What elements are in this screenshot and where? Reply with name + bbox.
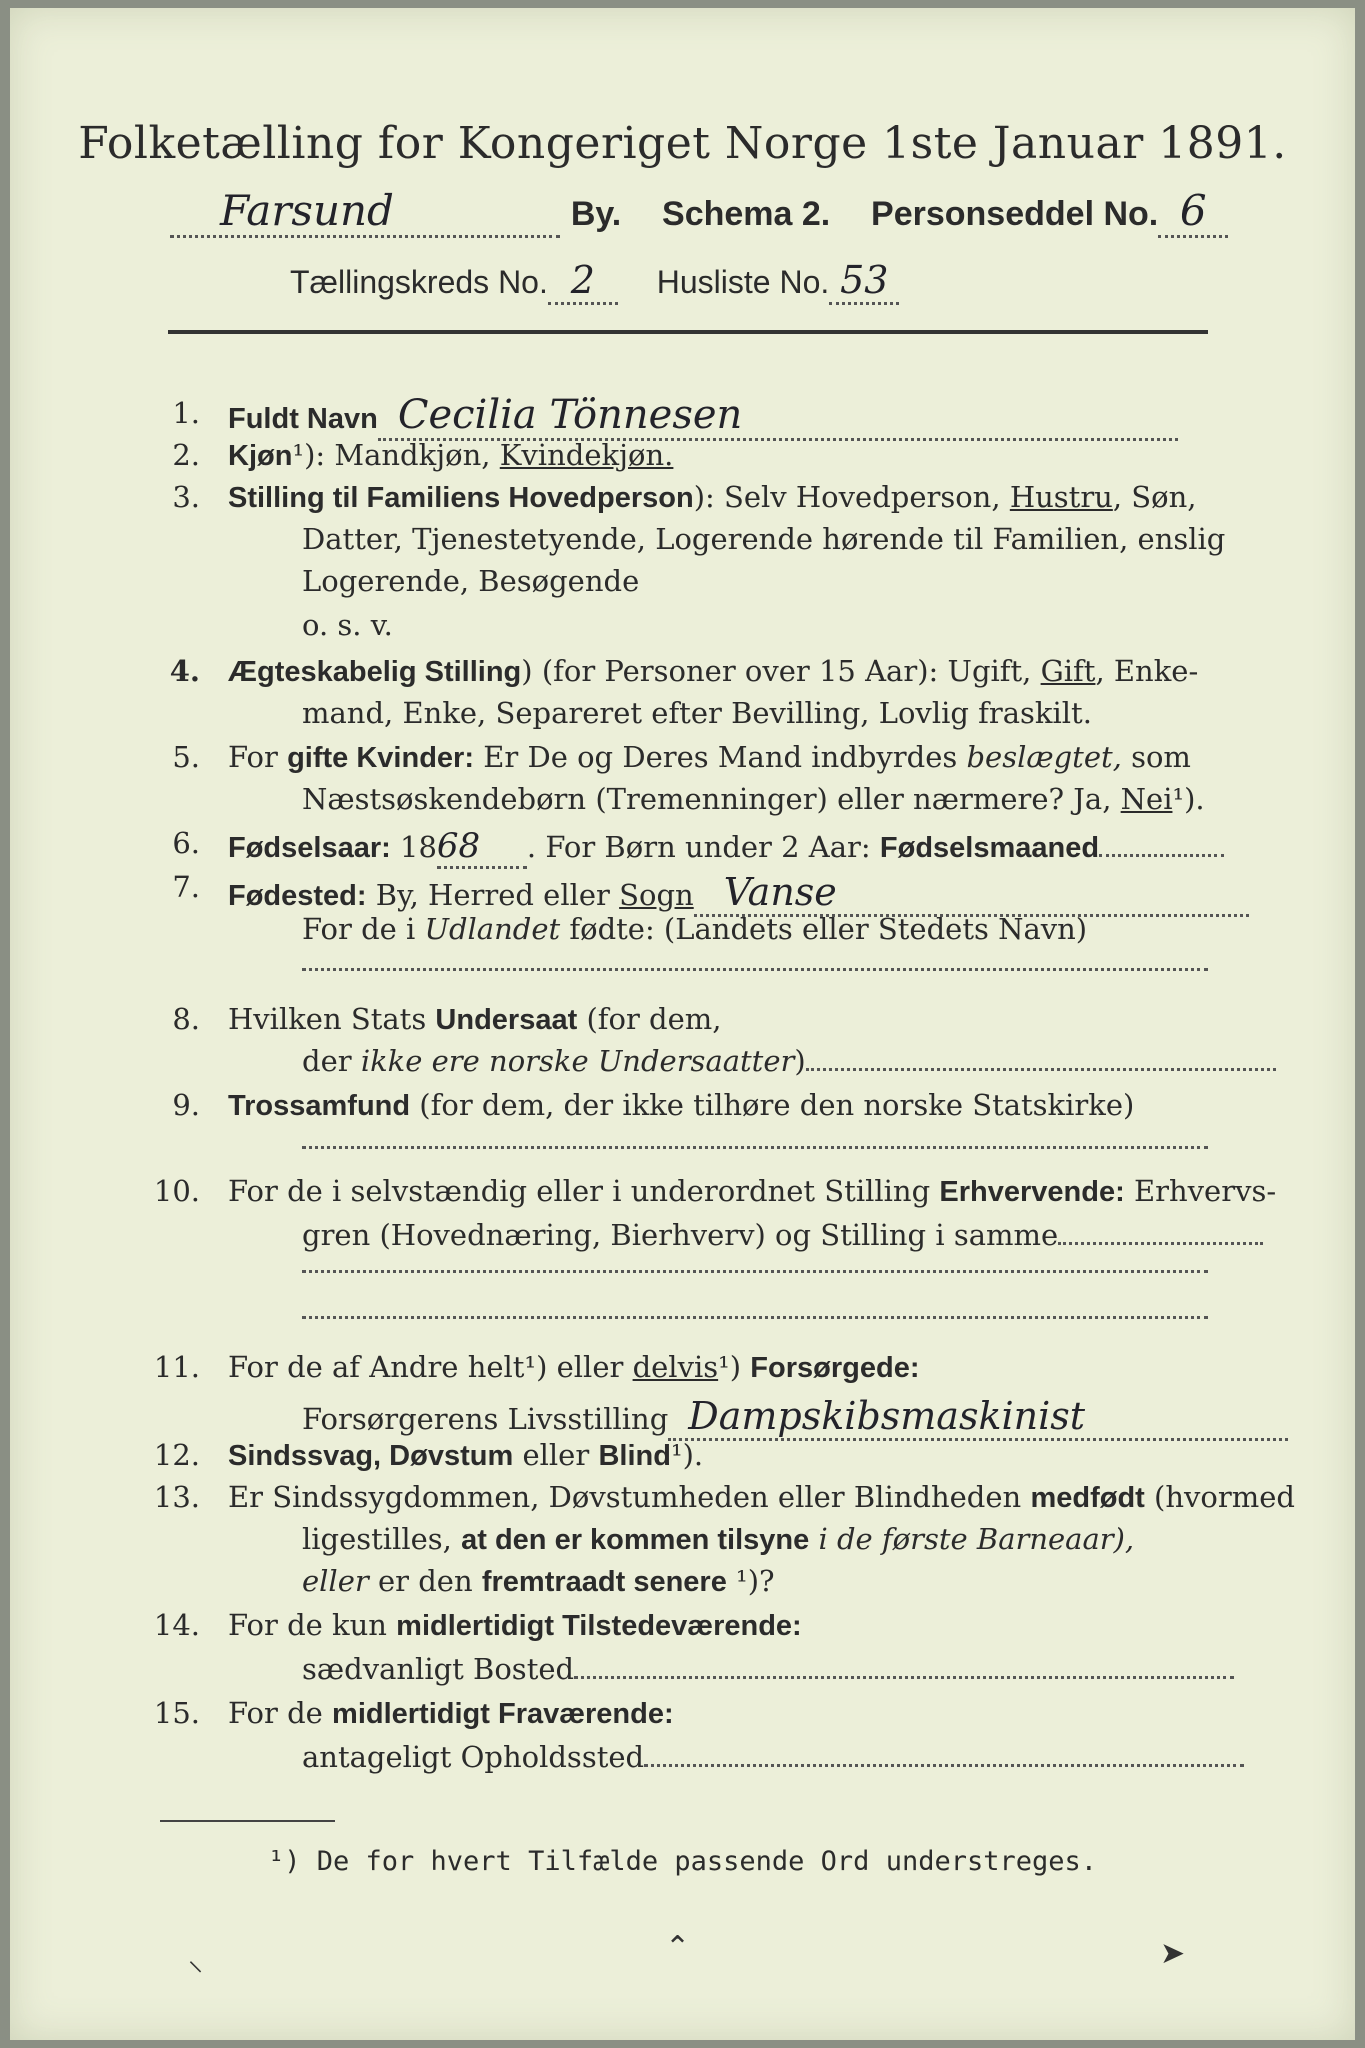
item-number: 4. <box>169 654 200 688</box>
temporary-present-label: midlertidigt Tilstedeværende: <box>396 1610 802 1642</box>
marital-status-selected: Gift <box>1040 654 1096 688</box>
supported-text: For de af Andre helt¹) eller <box>228 1350 633 1384</box>
item-number: 6. <box>172 826 200 860</box>
item-number: 10. <box>153 1174 200 1208</box>
usual-residence-blank <box>574 1676 1234 1679</box>
item-number: 9. <box>172 1088 200 1122</box>
item-number: 12. <box>153 1438 200 1472</box>
congenital-ital: i de første Barneaar), <box>809 1522 1135 1556</box>
footnote-rule <box>160 1820 335 1822</box>
item-6 <box>228 826 1224 869</box>
sex-label: Kjøn <box>228 440 293 472</box>
scan-mark: ⸜ <box>188 1943 203 1978</box>
item-3-line-2: Datter, Tjenestetyende, Logerende hørende til Familien, enslig <box>302 522 1226 556</box>
footnote-ref: ¹). <box>670 1438 704 1472</box>
religion-label: Trossamfund <box>228 1090 411 1122</box>
item-number: 1. <box>172 396 200 430</box>
birthplace-label: Fødested: <box>228 880 367 912</box>
married-women-related: beslægtet, <box>966 740 1122 774</box>
abroad-text: fødte: (Landets eller Stedets Navn) <box>560 912 1088 946</box>
item-13-line-2 <box>302 1522 1134 1557</box>
temporary-present-text: For de kun <box>228 1608 397 1642</box>
supporter-occupation-value: Dampskibsmaskinist <box>668 1394 1288 1441</box>
item-number: 15. <box>153 1696 200 1730</box>
citizenship-text: (for dem, <box>577 1002 722 1036</box>
congenital-text: (hvormed <box>1144 1480 1295 1514</box>
married-women-text: som <box>1121 740 1191 774</box>
marital-status-text: , Enke- <box>1095 654 1199 688</box>
item-15-line-2 <box>302 1740 1244 1774</box>
item-8 <box>228 1002 722 1037</box>
form-title: Folketælling for Kongeriget Norge 1ste Januar 1891. <box>78 118 1287 169</box>
supported-label: Forsørgede: <box>750 1352 920 1384</box>
item-3-line-4: o. s. v. <box>302 608 393 642</box>
family-position-label: Stilling til Familiens Hovedperson <box>228 482 694 514</box>
citizenship-text: ) <box>794 1044 806 1078</box>
item-11-line-2 <box>302 1394 1288 1441</box>
citizenship-blank <box>806 1068 1276 1071</box>
header-line-by <box>170 186 1228 238</box>
marital-status-label: Ægteskabelig Stilling <box>228 656 522 688</box>
citizenship-text: Hvilken Stats <box>228 1002 436 1036</box>
religion-text: (for dem, der ikke tilhøre den norske Statskirke) <box>410 1088 1135 1122</box>
item-4 <box>228 654 1198 689</box>
scan-mark: ⌃ <box>665 1930 691 1965</box>
usual-residence-label: sædvanligt Bosted <box>302 1652 575 1686</box>
abroad-text: For de i <box>302 912 425 946</box>
personseddel-label: Personseddel No. <box>871 195 1159 233</box>
congenital-text: ¹)? <box>726 1564 775 1598</box>
city-handwritten: Farsund <box>170 186 560 238</box>
citizenship-label: Undersaat <box>435 1004 578 1036</box>
husliste-no: 53 <box>829 258 899 305</box>
birthplace-value: Vanse <box>694 870 1249 917</box>
item-3-line-3: Logerende, Besøgende <box>302 564 640 598</box>
birth-year-value: 68 <box>437 826 527 869</box>
item-9 <box>228 1088 1134 1123</box>
item-3 <box>228 480 1197 515</box>
header-line-kreds <box>290 258 899 305</box>
item-number: 8. <box>172 1002 200 1036</box>
item-number: 3. <box>172 480 200 514</box>
item-number: 7. <box>172 870 200 904</box>
item-14-line-2 <box>302 1652 1234 1686</box>
item-5-line-2 <box>302 782 1205 816</box>
birth-month-text: . For Børn under 2 Aar: <box>526 830 880 864</box>
occupation-label: Erhvervende: <box>939 1176 1125 1208</box>
item-number: 5. <box>172 740 200 774</box>
supporter-occupation-label: Forsørgerens Livsstilling <box>302 1402 669 1436</box>
occupation-blank <box>1058 1242 1263 1245</box>
item-12 <box>228 1438 703 1473</box>
blind-label: Blind <box>598 1440 671 1472</box>
disability-text: eller <box>513 1438 599 1472</box>
abroad-ital: Udlandet <box>424 912 561 946</box>
by-label: By. <box>570 195 622 233</box>
birth-year-label: Fødselsaar: <box>228 832 391 864</box>
cousin-question: Næstsøskendebørn (Tremenninger) eller nærmere? Ja, <box>302 782 1121 816</box>
disability-label: Sindssvag, Døvstum <box>228 1440 514 1472</box>
congenital-text: ligestilles, <box>302 1522 462 1556</box>
congenital-text: Er Sindssygdommen, Døvstumheden eller Blindheden <box>228 1480 1031 1514</box>
item-1 <box>228 392 1178 441</box>
temporary-absent-text: For de <box>228 1696 333 1730</box>
occupation-text: Erhvervs- <box>1124 1174 1277 1208</box>
birthplace-text: By, Herred eller <box>366 878 620 912</box>
occupation-blank <box>302 1270 1208 1273</box>
abroad-blank <box>302 968 1208 971</box>
family-position-text: ): Selv Hovedperson, <box>693 480 1010 514</box>
probable-residence-label: antageligt Opholdssted <box>302 1740 645 1774</box>
congenital-ital: eller <box>302 1564 369 1598</box>
kreds-no: 2 <box>548 258 618 305</box>
husliste-label: Husliste No. <box>656 264 830 300</box>
schema-label: Schema 2. <box>662 195 831 233</box>
item-number: 2. <box>172 438 200 472</box>
scan-mark: ➤ <box>1160 1936 1186 1971</box>
full-name-label: Fuldt Navn <box>228 403 378 435</box>
married-women-text: For <box>228 740 288 774</box>
sex-options-text: ): Mandkjøn, <box>304 438 500 472</box>
census-form <box>10 8 1355 2040</box>
sex-selected: Kvindekjøn. <box>499 438 674 472</box>
occupation-text: For de i selvstændig eller i underordnet Stilling <box>228 1174 940 1208</box>
birth-year-prefix: 18 <box>390 830 437 864</box>
item-7-line-2 <box>302 912 1087 946</box>
cousin-selected: Nei <box>1120 782 1173 816</box>
citizenship-text: der <box>302 1044 361 1078</box>
supported-selected: delvis <box>632 1350 719 1384</box>
footnote: ¹) De for hvert Tilfælde passende Ord understreges. <box>267 1846 1098 1877</box>
item-4-line-2: mand, Enke, Separeret efter Bevilling, Lovlig fraskilt. <box>302 696 1092 730</box>
family-position-selected: Hustru <box>1009 480 1113 514</box>
full-name-value: Cecilia Tönnesen <box>378 392 1178 441</box>
temporary-absent-label: midlertidigt Fraværende: <box>332 1698 674 1730</box>
item-number: 11. <box>153 1350 200 1384</box>
item-7 <box>228 870 1249 917</box>
married-women-text: Er De og Deres Mand indbyrdes <box>473 740 967 774</box>
marital-status-text: ) (for Personer over 15 Aar): Ugift, <box>521 654 1041 688</box>
birth-month-blank <box>1099 854 1224 857</box>
congenital-text: er den <box>368 1564 482 1598</box>
footnote-ref: ¹ <box>292 438 305 472</box>
item-8-line-2 <box>302 1044 1276 1078</box>
item-5 <box>228 740 1191 775</box>
header-rule <box>168 330 1208 334</box>
item-13 <box>228 1480 1295 1515</box>
citizenship-ital: ikke ere norske Undersaatter <box>360 1044 795 1078</box>
item-10 <box>228 1174 1276 1209</box>
footnote-ref: ¹). <box>1172 782 1205 816</box>
item-15 <box>228 1696 674 1731</box>
congenital-bold: fremtraadt senere <box>481 1566 727 1598</box>
personseddel-no: 6 <box>1158 186 1228 238</box>
occupation-blank <box>302 1316 1208 1319</box>
item-10-line-2 <box>302 1218 1263 1252</box>
birthplace-selected: Sogn <box>619 878 694 912</box>
birth-month-label: Fødselsmaaned <box>879 832 1100 864</box>
religion-blank <box>302 1146 1208 1149</box>
supported-text: ¹) <box>718 1350 751 1384</box>
probable-residence-blank <box>644 1764 1244 1767</box>
occupation-text: gren (Hovednæring, Bierhverv) og Stilling i samme <box>302 1218 1059 1252</box>
congenital-label: medfødt <box>1030 1482 1145 1514</box>
item-13-line-3 <box>302 1564 775 1599</box>
item-number: 14. <box>153 1608 200 1642</box>
item-number: 13. <box>153 1480 200 1514</box>
item-11 <box>228 1350 919 1385</box>
item-14 <box>228 1608 802 1643</box>
item-2 <box>228 438 673 473</box>
congenital-bold: at den er kommen tilsyne <box>461 1524 810 1556</box>
family-position-text: , Søn, <box>1112 480 1197 514</box>
married-women-label: gifte Kvinder: <box>287 742 474 774</box>
kreds-label: Tællingskreds No. <box>290 264 548 300</box>
